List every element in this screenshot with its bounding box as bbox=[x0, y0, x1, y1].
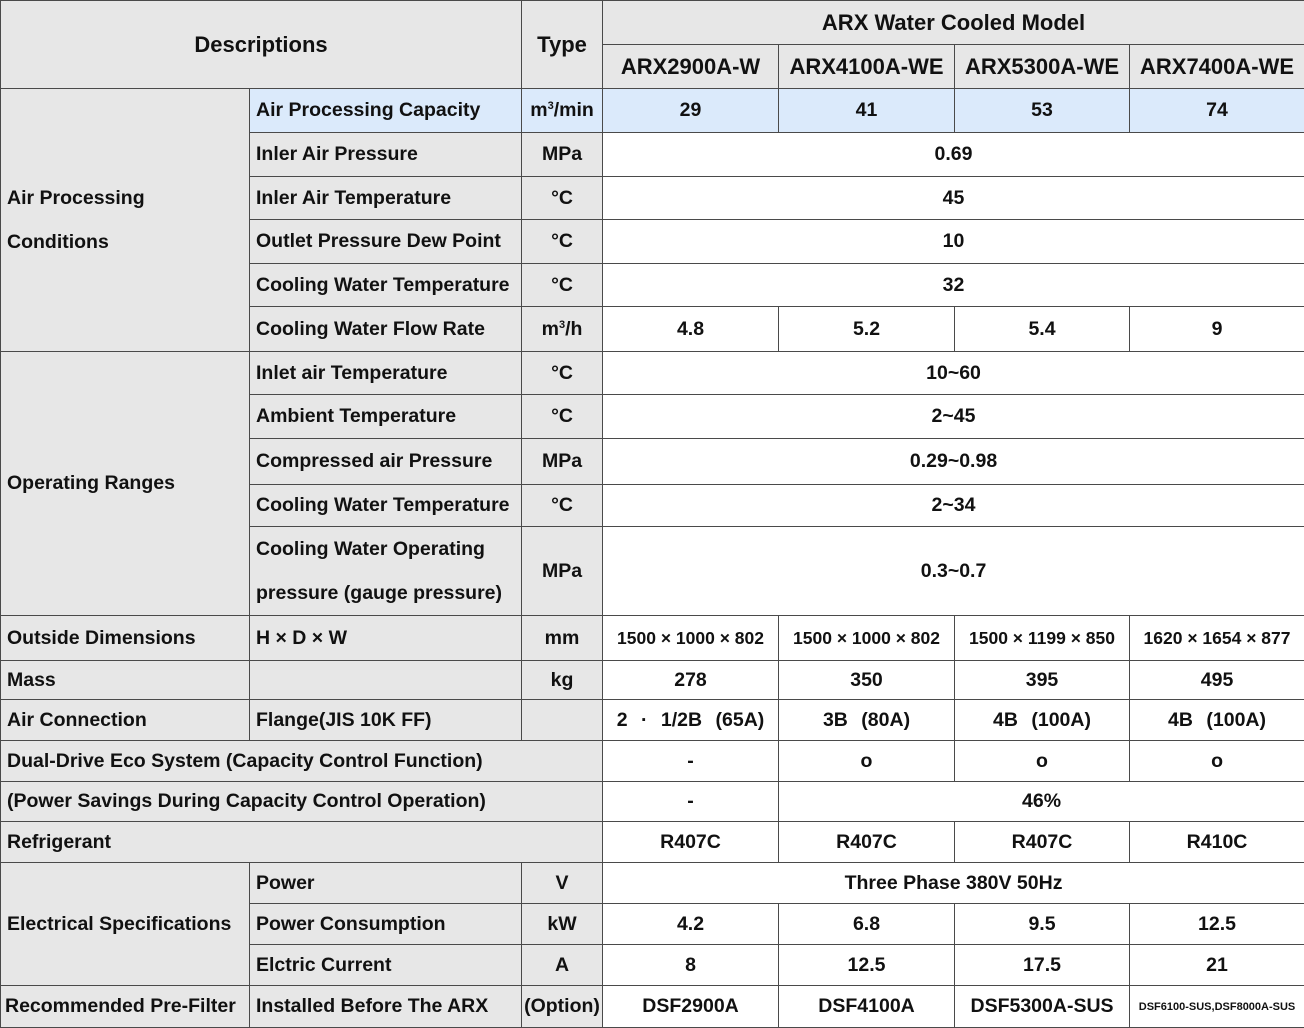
unit-cell: MPa bbox=[522, 527, 603, 616]
value-cell: 1500 × 1000 × 802 bbox=[779, 616, 955, 661]
model-header: ARX2900A-W bbox=[603, 45, 779, 89]
row-label: Cooling Water Flow Rate bbox=[250, 307, 522, 352]
value-cell: 46% bbox=[779, 782, 1304, 822]
unit-cell: V bbox=[522, 863, 603, 904]
unit-cell: mm bbox=[522, 616, 603, 661]
value-cell: 4.2 bbox=[603, 904, 779, 945]
unit-cell: MPa bbox=[522, 439, 603, 485]
value-cell: 2~34 bbox=[603, 485, 1304, 527]
row-label: Inlet air Temperature bbox=[250, 352, 522, 395]
row-label: Power Consumption bbox=[250, 904, 522, 945]
header-row-1 bbox=[1, 1, 1304, 45]
unit-cell: °C bbox=[522, 485, 603, 527]
row-label: Outside Dimensions bbox=[1, 616, 250, 661]
value-cell: Three Phase 380V 50Hz bbox=[603, 863, 1304, 904]
value-cell: DSF5300A-SUS bbox=[955, 986, 1130, 1028]
unit-cell: $m^3/h$ bbox=[522, 307, 603, 352]
value-cell: 32 bbox=[603, 264, 1304, 307]
value-cell: 495 bbox=[1130, 661, 1304, 700]
value-cell: 2~45 bbox=[603, 395, 1304, 439]
value-cell: 0.29~0.98 bbox=[603, 439, 1304, 485]
value-cell: 41 bbox=[779, 89, 955, 133]
table-row bbox=[1, 89, 1304, 133]
value-cell: 10 bbox=[603, 220, 1304, 264]
unit-cell: °C bbox=[522, 352, 603, 395]
model-header: ARX7400A-WE bbox=[1130, 45, 1304, 89]
value-cell: 12.5 bbox=[1130, 904, 1304, 945]
unit-cell: kW bbox=[522, 904, 603, 945]
unit-cell: °C bbox=[522, 220, 603, 264]
row-label: Ambient Temperature bbox=[250, 395, 522, 439]
unit-cell: (Option) bbox=[522, 986, 603, 1028]
row-label: Mass bbox=[1, 661, 250, 700]
table-row bbox=[1, 986, 1304, 1028]
value-cell: R407C bbox=[955, 822, 1130, 863]
value-cell: DSF2900A bbox=[603, 986, 779, 1028]
value-cell: 395 bbox=[955, 661, 1130, 700]
value-cell: 9.5 bbox=[955, 904, 1130, 945]
value-cell: o bbox=[1130, 741, 1304, 782]
type-header: Type bbox=[522, 1, 603, 89]
row-label: Recommended Pre-Filter bbox=[1, 986, 250, 1028]
value-cell: 0.69 bbox=[603, 133, 1304, 177]
unit-cell: A bbox=[522, 945, 603, 986]
table-row bbox=[1, 352, 1304, 395]
row-sublabel: Installed Before The ARX bbox=[250, 986, 522, 1028]
value-cell: R407C bbox=[603, 822, 779, 863]
model-group-header: ARX Water Cooled Model bbox=[603, 1, 1304, 45]
row-label: Outlet Pressure Dew Point bbox=[250, 220, 522, 264]
value-cell: 10~60 bbox=[603, 352, 1304, 395]
model-header: ARX5300A-WE bbox=[955, 45, 1130, 89]
value-cell: 6.8 bbox=[779, 904, 955, 945]
descriptions-header: Descriptions bbox=[1, 1, 522, 89]
row-label: Cooling Water Temperature bbox=[250, 485, 522, 527]
value-cell: o bbox=[779, 741, 955, 782]
group-electrical: Electrical Specifications bbox=[1, 863, 250, 986]
value-cell: 17.5 bbox=[955, 945, 1130, 986]
row-label: Cooling Water Operating pressure (gauge pressure) bbox=[250, 527, 522, 616]
unit-cell: MPa bbox=[522, 133, 603, 177]
unit-cell: °C bbox=[522, 264, 603, 307]
value-cell: DSF6100-SUS,DSF8000A-SUS bbox=[1130, 986, 1304, 1028]
value-cell: DSF4100A bbox=[779, 986, 955, 1028]
table-row bbox=[1, 863, 1304, 904]
value-cell: o bbox=[955, 741, 1130, 782]
row-label: Power bbox=[250, 863, 522, 904]
value-cell: - bbox=[603, 741, 779, 782]
value-cell: 3B (80A) bbox=[779, 700, 955, 741]
value-cell: 12.5 bbox=[779, 945, 955, 986]
table-row bbox=[1, 822, 1304, 863]
table-row bbox=[1, 616, 1304, 661]
row-label: Air Connection bbox=[1, 700, 250, 741]
row-label: Refrigerant bbox=[1, 822, 603, 863]
row-label: Inler Air Pressure bbox=[250, 133, 522, 177]
value-cell: 21 bbox=[1130, 945, 1304, 986]
row-label: Compressed air Pressure bbox=[250, 439, 522, 485]
value-cell: 4B (100A) bbox=[1130, 700, 1304, 741]
unit-cell: °C bbox=[522, 177, 603, 220]
row-sublabel bbox=[250, 661, 522, 700]
row-label: Air Processing Capacity bbox=[250, 89, 522, 133]
value-cell: 29 bbox=[603, 89, 779, 133]
unit-cell bbox=[522, 700, 603, 741]
value-cell: 8 bbox=[603, 945, 779, 986]
row-label: Dual-Drive Eco System (Capacity Control Function) bbox=[1, 741, 603, 782]
value-cell: 5.4 bbox=[955, 307, 1130, 352]
value-cell: 45 bbox=[603, 177, 1304, 220]
table-row bbox=[1, 782, 1304, 822]
value-cell: 1500 × 1199 × 850 bbox=[955, 616, 1130, 661]
value-cell: 5.2 bbox=[779, 307, 955, 352]
row-label: Inler Air Temperature bbox=[250, 177, 522, 220]
table-row bbox=[1, 741, 1304, 782]
value-cell: 1500 × 1000 × 802 bbox=[603, 616, 779, 661]
group-label: Conditions bbox=[7, 231, 109, 253]
table-row bbox=[1, 700, 1304, 741]
row-label: Cooling Water Temperature bbox=[250, 264, 522, 307]
model-header: ARX4100A-WE bbox=[779, 45, 955, 89]
value-cell: 2 · 1/2B (65A) bbox=[603, 700, 779, 741]
value-cell: 4B (100A) bbox=[955, 700, 1130, 741]
table-row bbox=[1, 661, 1304, 700]
row-label: (Power Savings During Capacity Control Operation) bbox=[1, 782, 603, 822]
row-sublabel: Flange(JIS 10K FF) bbox=[250, 700, 522, 741]
value-cell: R410C bbox=[1130, 822, 1304, 863]
value-cell: - bbox=[603, 782, 779, 822]
group-operating-ranges: Operating Ranges bbox=[1, 352, 250, 616]
row-sublabel: H × D × W bbox=[250, 616, 522, 661]
unit-cell: °C bbox=[522, 395, 603, 439]
value-cell: 0.3~0.7 bbox=[603, 527, 1304, 616]
value-cell: 1620 × 1654 × 877 bbox=[1130, 616, 1304, 661]
row-label: Elctric Current bbox=[250, 945, 522, 986]
value-cell: 4.8 bbox=[603, 307, 779, 352]
value-cell: 74 bbox=[1130, 89, 1304, 133]
value-cell: 278 bbox=[603, 661, 779, 700]
value-cell: 53 bbox=[955, 89, 1130, 133]
unit-cell: kg bbox=[522, 661, 603, 700]
unit-cell: $m^3/\min$ bbox=[522, 89, 603, 133]
group-air-processing bbox=[1, 89, 250, 352]
value-cell: R407C bbox=[779, 822, 955, 863]
value-cell: 9 bbox=[1130, 307, 1304, 352]
group-label: Air Processing bbox=[7, 187, 145, 209]
value-cell: 350 bbox=[779, 661, 955, 700]
